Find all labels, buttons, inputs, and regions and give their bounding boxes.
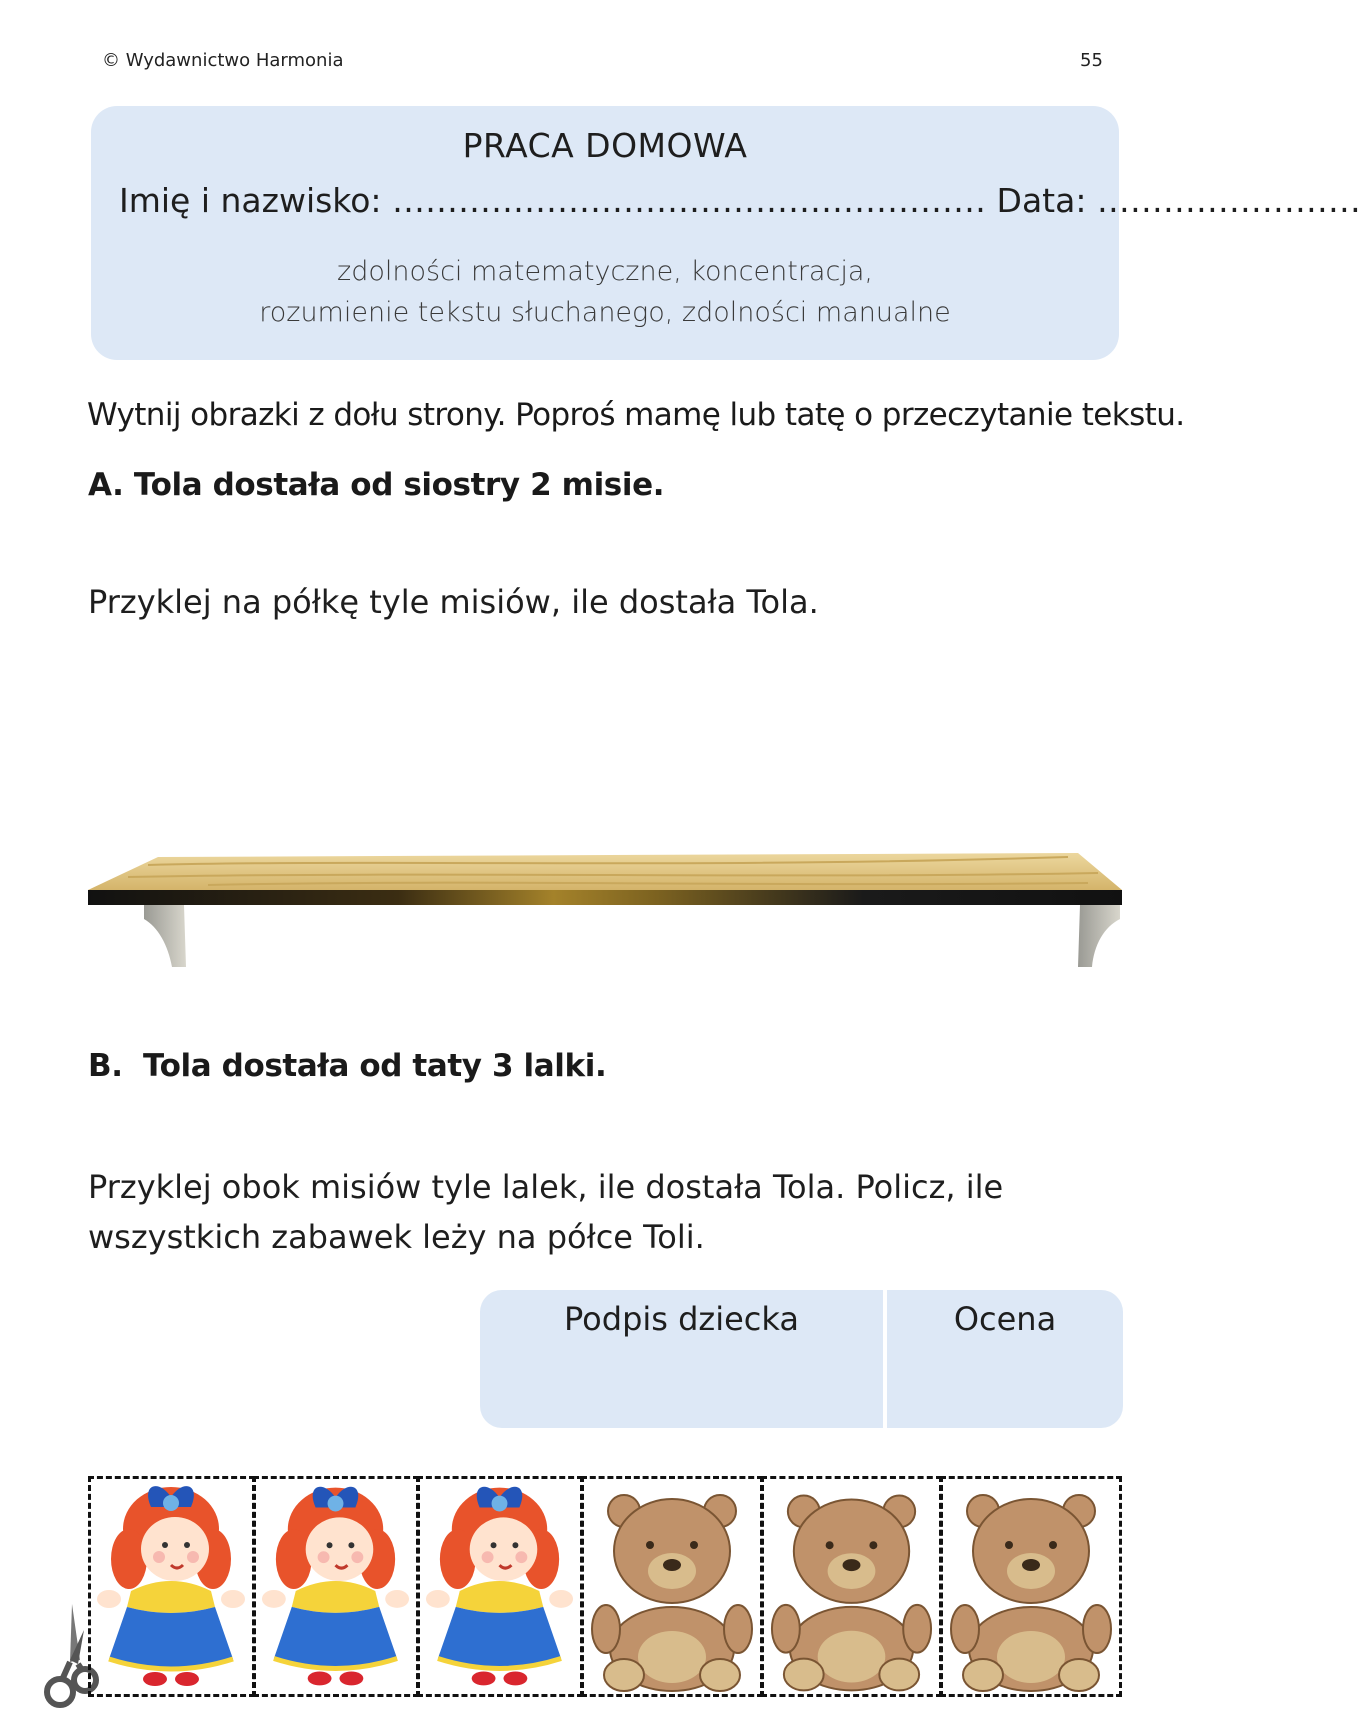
teddy-bear-icon bbox=[764, 1479, 939, 1694]
instruction-text: Wytnij obrazki z dołu strony. Poproś mamę lub tatę o przeczytanie tekstu. bbox=[87, 397, 1185, 433]
cutout-teddy-bear[interactable] bbox=[940, 1476, 1122, 1697]
left-bracket bbox=[144, 905, 186, 967]
publisher-credit: © Wydawnictwo Harmonia bbox=[102, 50, 344, 71]
teddy-bear-icon bbox=[943, 1479, 1119, 1694]
child-signature-label: Podpis dziecka bbox=[564, 1300, 799, 1338]
grade-field[interactable] bbox=[887, 1290, 1123, 1428]
cutout-doll[interactable] bbox=[417, 1476, 583, 1697]
shelf-illustration bbox=[88, 845, 1128, 970]
task-a-heading: A. Tola dostała od siostry 2 misie. bbox=[88, 467, 665, 503]
child-signature-field[interactable] bbox=[480, 1290, 883, 1428]
doll-icon bbox=[420, 1479, 580, 1694]
task-b-heading bbox=[88, 1048, 606, 1084]
cutout-strip bbox=[88, 1476, 1122, 1697]
task-a-text: Przyklej na półkę tyle misiów, ile dostała Tola. bbox=[88, 583, 819, 621]
skills-line-2: rozumienie tekstu słuchanego, zdolności manualne bbox=[259, 297, 951, 328]
cutout-doll[interactable] bbox=[253, 1476, 419, 1697]
cutout-teddy-bear[interactable] bbox=[761, 1476, 942, 1697]
signature-grade-box bbox=[480, 1290, 1123, 1428]
cutout-doll[interactable] bbox=[88, 1476, 255, 1697]
task-b-text: Przyklej obok misiów tyle lalek, ile dostała Tola. Policz, ile wszystkich zabawek leży na półce Toli. bbox=[88, 1168, 1004, 1256]
grade-label: Ocena bbox=[953, 1300, 1057, 1338]
shelf-front-edge bbox=[88, 890, 1122, 905]
doll-icon bbox=[256, 1479, 416, 1694]
right-bracket bbox=[1078, 905, 1120, 967]
cutout-teddy-bear[interactable] bbox=[581, 1476, 763, 1697]
task-b-letter: B. bbox=[88, 1048, 123, 1084]
skills-line-1: zdolności matematyczne, koncentracja, bbox=[337, 256, 873, 287]
page-number: 55 bbox=[1080, 50, 1103, 71]
doll-icon bbox=[91, 1479, 252, 1694]
name-date-line[interactable]: Imię i nazwisko: ……………………………………………… Data: …………………… bbox=[119, 181, 1361, 220]
skills-description bbox=[91, 251, 1119, 333]
teddy-bear-icon bbox=[584, 1479, 760, 1694]
homework-title: PRACA DOMOWA bbox=[462, 126, 748, 165]
task-b-title: Tola dostała od taty 3 lalki. bbox=[143, 1048, 607, 1084]
homework-box bbox=[91, 106, 1361, 360]
